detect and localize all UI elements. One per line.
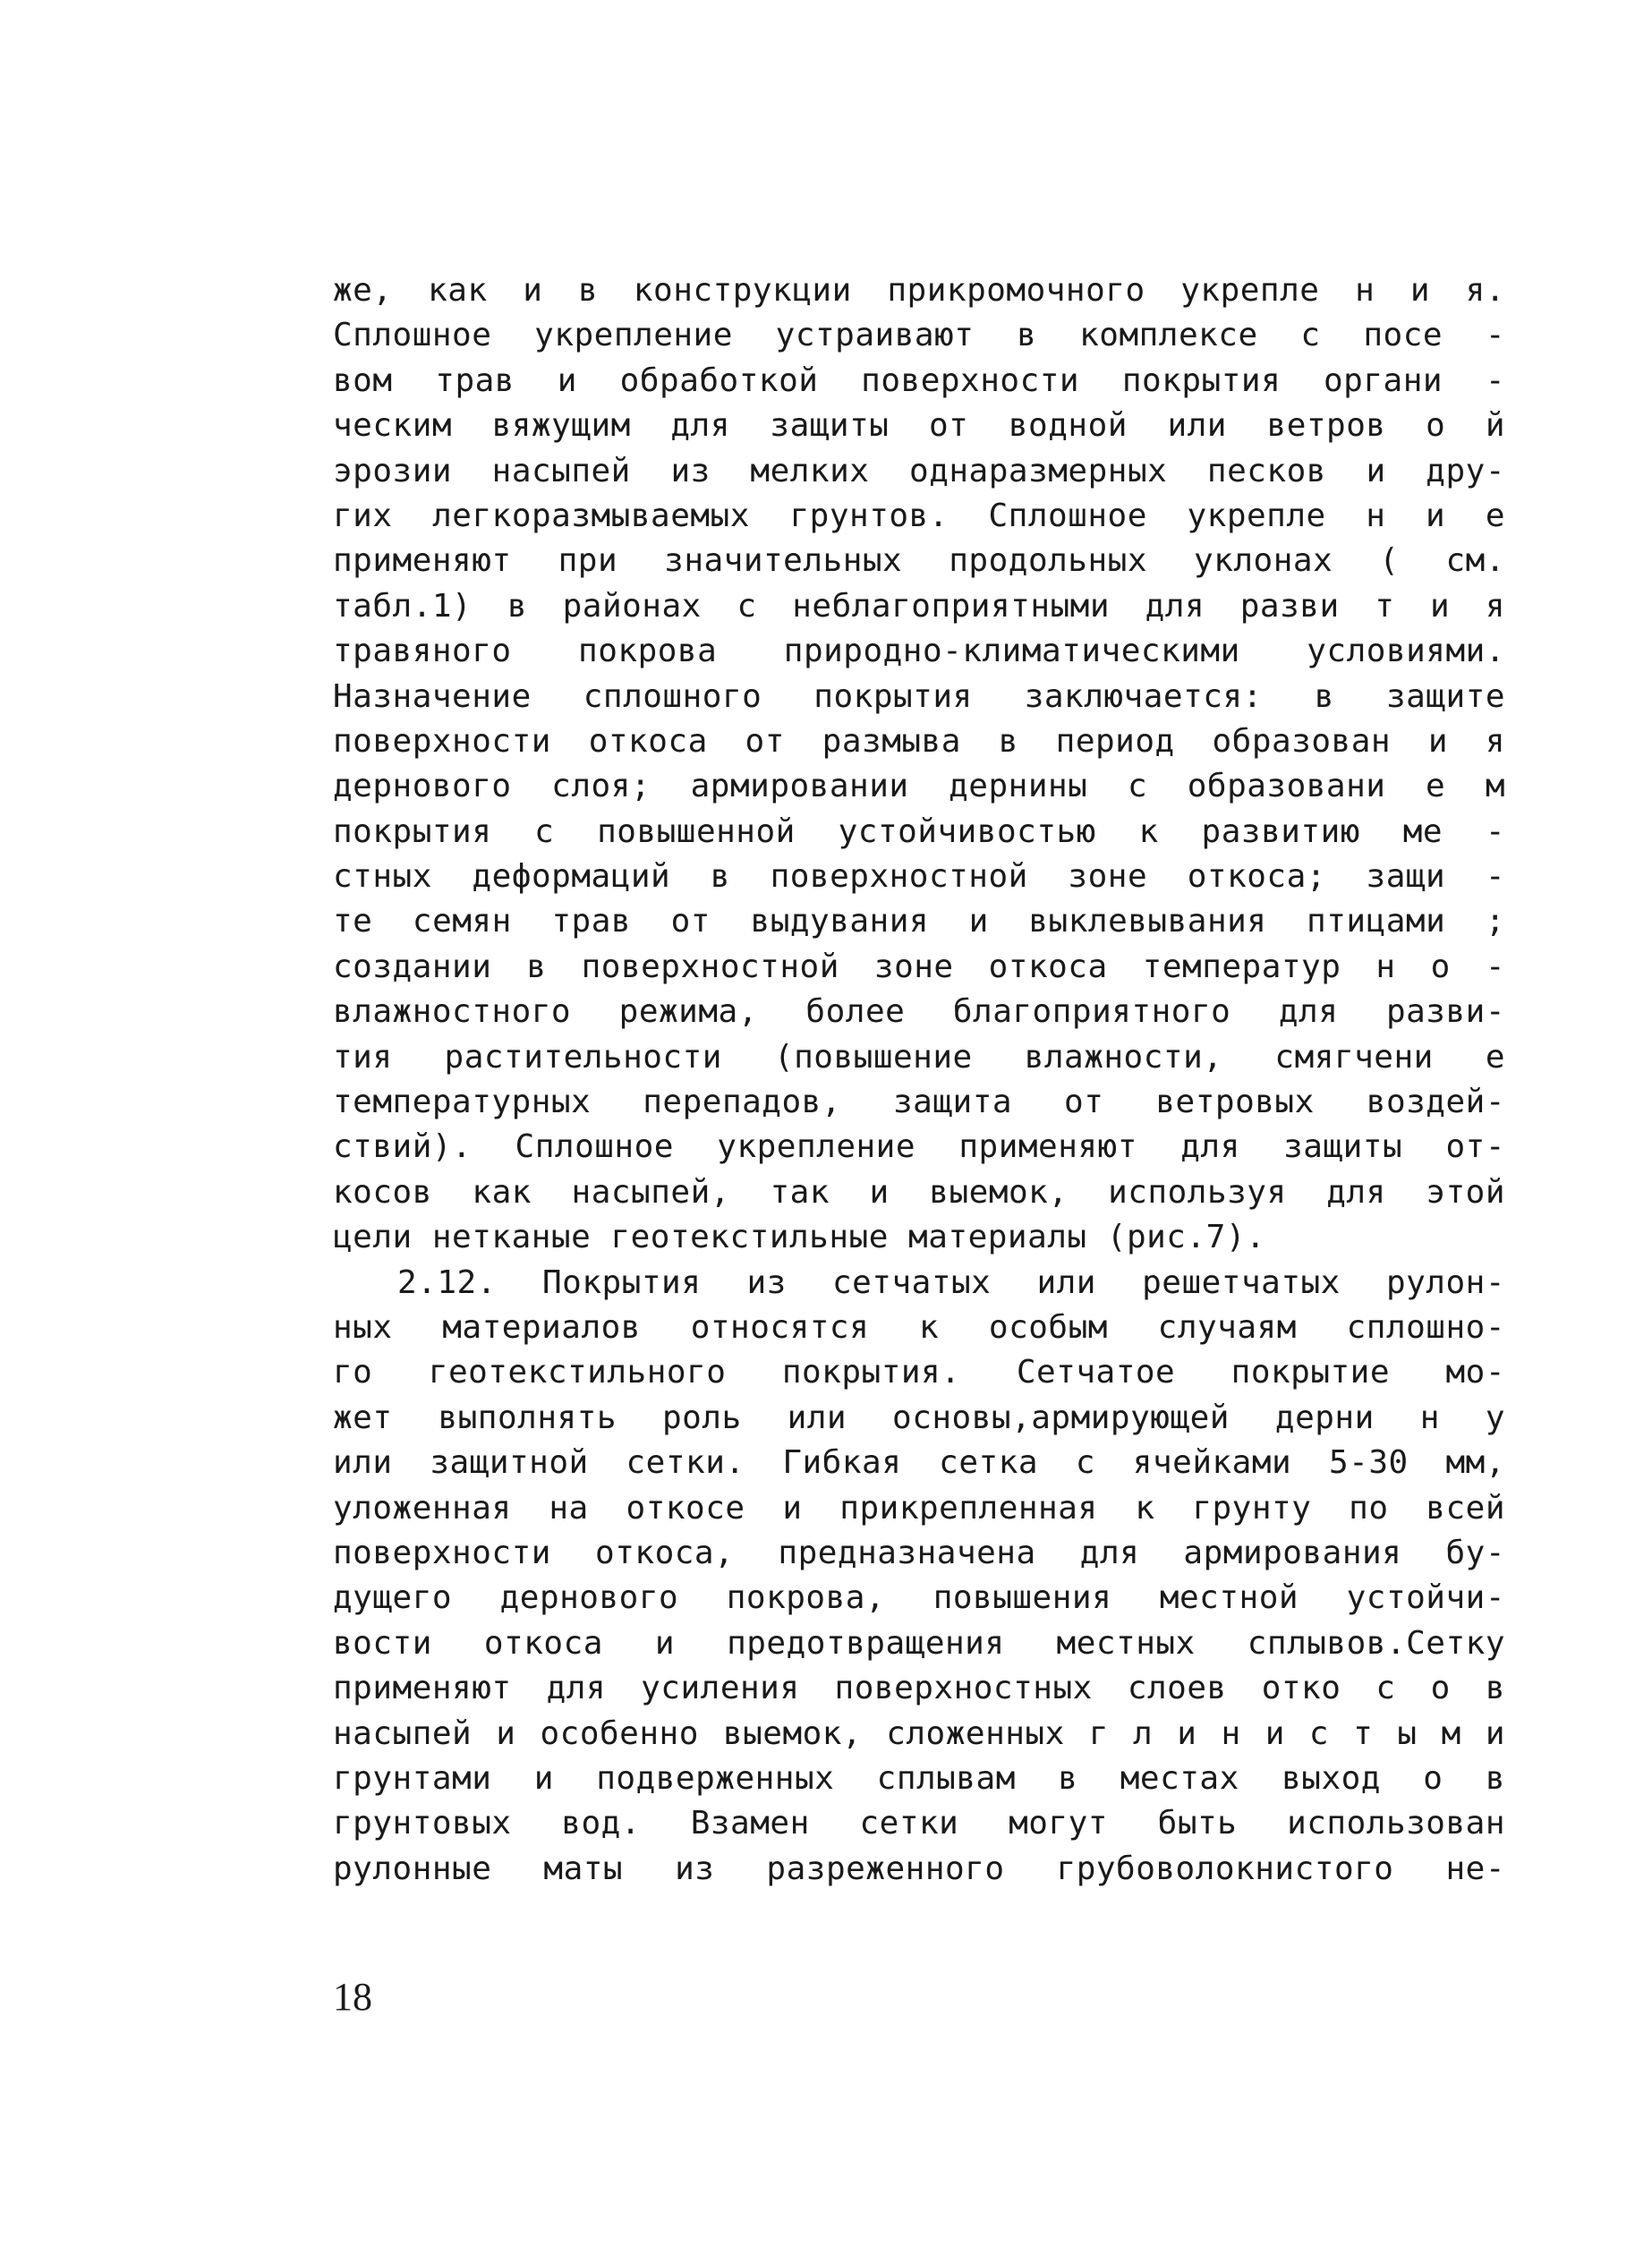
text-line: ствий). Сплошное укрепление применяют для защиты от-	[333, 1128, 1505, 1166]
text-line: грунтами и подверженных сплывам в местах выход о в	[333, 1759, 1505, 1797]
text-line: температурных перепадов, защита от ветровых воздей-	[333, 1084, 1505, 1121]
text-line: те семян трав от выдувания и выклевывания птицами ;	[333, 903, 1505, 940]
text-line: влажностного режима, более благоприятного для разви-	[333, 993, 1505, 1031]
text-line: уложенная на откосе и прикрепленная к грунту по всей	[333, 1489, 1505, 1527]
text-line: покрытия с повышенной устойчивостью к развитию ме -	[333, 812, 1505, 850]
text-line: поверхности откоса от размыва в период образован и я	[333, 722, 1505, 760]
text-line: тия растительности (повышение влажности, смягчени е	[333, 1038, 1505, 1076]
text-line: травяного покрова природно-климатическими условиями.	[333, 633, 1505, 670]
text-line: ческим вяжущим для защиты от водной или ветров о й	[333, 407, 1505, 445]
text-line: жет выполнять роль или основы,армирующей дерни н у	[333, 1399, 1505, 1436]
text-line: рулонные маты из разреженного грубоволокнистого не-	[333, 1850, 1505, 1887]
text-line: же, как и в конструкции прикромочного укрепле н и я.	[333, 272, 1505, 309]
paragraph-start-line: 2.12. Покрытия из сетчатых или решетчатых рулон-	[397, 1263, 1505, 1301]
text-line: или защитной сетки. Гибкая сетка с ячейками 5-30 мм,	[333, 1444, 1505, 1482]
text-line: поверхности откоса, предназначена для армирования бу-	[333, 1534, 1505, 1571]
text-line: табл.1) в районах с неблагоприятными для разви т и я	[333, 587, 1505, 625]
text-line: ных материалов относятся к особым случаям сплошно-	[333, 1308, 1505, 1346]
text-line: дущего дернового покрова, повышения местной устойчи-	[333, 1579, 1505, 1617]
text-line: косов как насыпей, так и выемок, используя для этой	[333, 1173, 1505, 1211]
text-line: гих легкоразмываемых грунтов. Сплошное укрепле н и е	[333, 497, 1505, 534]
text-line: вости откоса и предотвращения местных сплывов.Сетку	[333, 1624, 1505, 1662]
text-line: Сплошное укрепление устраивают в комплексе с посе -	[333, 317, 1505, 354]
text-line: цели нетканые геотекстильные материалы (рис.7).	[333, 1219, 1266, 1256]
text-line: стных деформаций в поверхностной зоне откоса; защи -	[333, 858, 1505, 896]
text-line: грунтовых вод. Взамен сетки могут быть использован	[333, 1805, 1505, 1842]
text-line: эрозии насыпей из мелких однаразмерных песков и дру-	[333, 452, 1505, 489]
text-line: вом трав и обработкой поверхности покрытия органи -	[333, 362, 1505, 399]
text-line: применяют для усиления поверхностных слоев отко с о в	[333, 1670, 1505, 1707]
text-line: го геотекстильного покрытия. Сетчатое покрытие мо-	[333, 1354, 1505, 1391]
text-line: насыпей и особенно выемок, сложенных г л и н и с т ы м и	[333, 1714, 1505, 1752]
page-number: 18	[333, 1975, 372, 2019]
text-line: создании в поверхностной зоне откоса температур н о -	[333, 948, 1505, 985]
text-line: Назначение сплошного покрытия заключается: в защите	[333, 677, 1505, 715]
body-text	[333, 268, 1505, 1892]
text-line: дернового слоя; армировании дернины с образовани е м	[333, 768, 1505, 805]
text-line: применяют при значительных продольных уклонах ( см.	[333, 542, 1505, 580]
